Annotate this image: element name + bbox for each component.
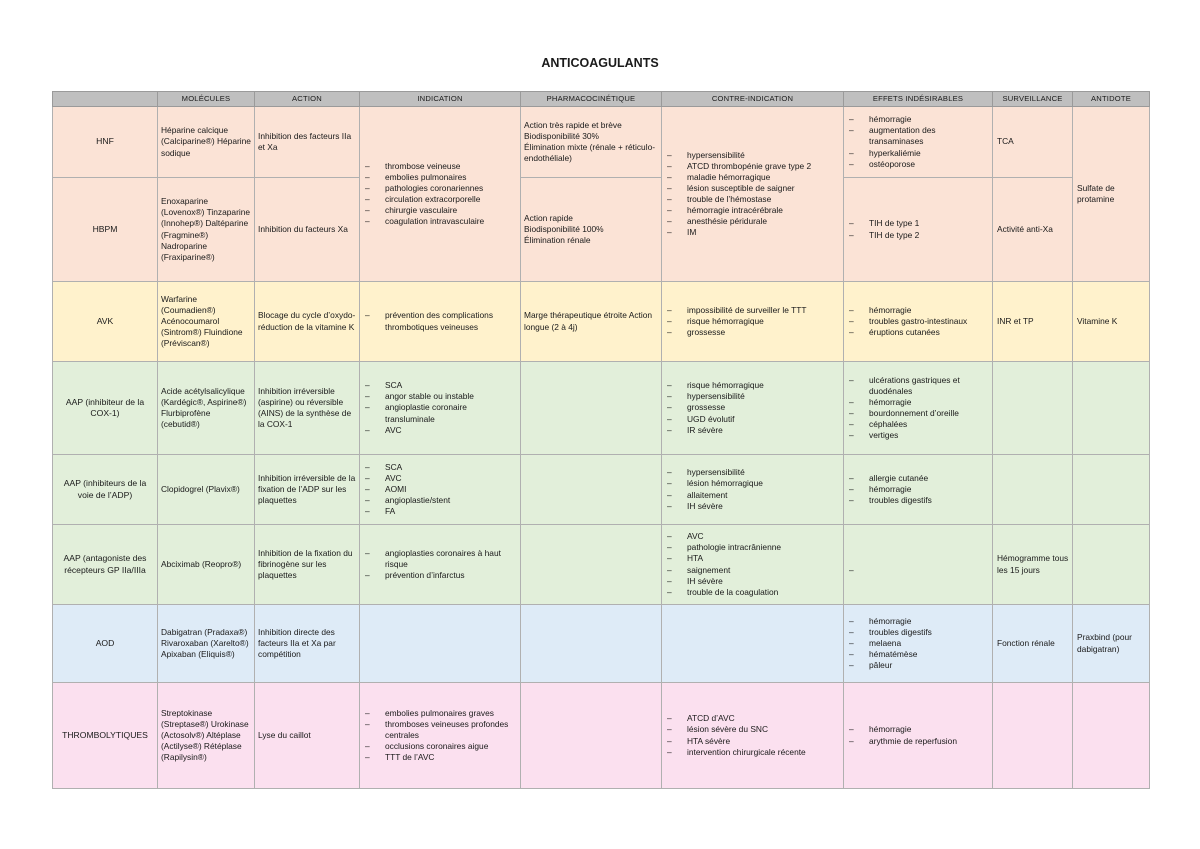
side-effects-cell <box>844 362 993 455</box>
contraindication-cell <box>662 455 844 525</box>
action-cell: Inhibition du facteurs Xa <box>255 178 360 282</box>
list-item: – hémorragie <box>847 305 989 316</box>
monitoring-cell <box>993 455 1073 525</box>
monitoring-cell: Hémogramme tous les 15 jours <box>993 525 1073 605</box>
monitoring-cell: Fonction rénale <box>993 605 1073 683</box>
list-item: – troubles digestifs <box>847 627 989 638</box>
list-item: – céphalées <box>847 419 989 430</box>
pharmaco-line: Élimination rénale <box>524 235 591 246</box>
contraindication-cell <box>662 605 844 683</box>
molecules-cell: Héparine calcique (Calciparine®) Héparine sodique <box>158 107 255 178</box>
list-item: – ulcérations gastriques et duodénales <box>847 375 989 397</box>
antidote-cell <box>1073 525 1150 605</box>
table-row <box>53 683 1150 789</box>
list-item: – trouble de l’hémostase <box>665 194 840 205</box>
monitoring-cell <box>993 362 1073 455</box>
list-item: – pathologies coronariennes <box>363 183 517 194</box>
table-row <box>53 605 1150 683</box>
list-item: – grossesse <box>665 402 840 413</box>
list-item: – lésion sévère du SNC <box>665 724 840 735</box>
list-item: – hématémèse <box>847 649 989 660</box>
side-effects-cell <box>844 525 993 605</box>
indication-cell-list <box>363 548 517 581</box>
pharmaco-line: Action très rapide et brève <box>524 119 622 130</box>
contraindication-cell <box>662 362 844 455</box>
list-item: – grossesse <box>665 327 840 338</box>
action-cell: Inhibition des facteurs IIa et Xa <box>255 107 360 178</box>
action-cell: Inhibition directe des facteurs IIa et Xa par compétition <box>255 605 360 683</box>
molecules-cell: Abciximab (Reopro®) <box>158 525 255 605</box>
list-item: – TIH de type 2 <box>847 230 989 241</box>
pharmaco-line: Biodisponibilité 100% <box>524 223 604 234</box>
list-item: – lésion hémorragique <box>665 478 840 489</box>
molecules-cell: Enoxaparine (Lovenox®) Tinzaparine (Innohep®) Daltéparine (Fragmine®) Nadroparine (Fraxiparine®) <box>158 178 255 282</box>
list-item: – FA <box>363 506 517 517</box>
anticoagulant-table <box>52 91 1150 789</box>
list-item: – angioplasties coronaires à haut risque <box>363 548 517 570</box>
list-item: – angioplastie coronaire transluminale <box>363 402 517 424</box>
list-item: – trouble de la coagulation <box>665 587 840 598</box>
indication-cell-list <box>363 708 517 763</box>
list-item: – impossibilité de surveiller le TTT <box>665 305 840 316</box>
indication-cell-list <box>363 462 517 517</box>
table-row <box>53 282 1150 362</box>
action-cell: Lyse du caillot <box>255 683 360 789</box>
pharmacokinetics-cell: Marge thérapeutique étroite Action longue (2 à 4j) <box>521 282 662 362</box>
contraindication-cell <box>662 683 844 789</box>
side-effects-cell <box>844 107 993 178</box>
contraindication-cell-list <box>665 305 840 338</box>
header-row <box>53 92 1150 107</box>
molecules-cell: Acide acétylsalicylique (Kardégic®, Aspirine®) Flurbiprofène (cebutid®) <box>158 362 255 455</box>
indication-cell-list <box>363 161 517 228</box>
list-item: – circulation extracorporelle <box>363 194 517 205</box>
list-item: – risque hémorragique <box>665 316 840 327</box>
row-name: HNF <box>53 107 158 178</box>
pharmacokinetics-cell <box>521 362 662 455</box>
table-row <box>53 107 1150 178</box>
list-item: – allergie cutanée <box>847 473 989 484</box>
list-item: – AVC <box>363 473 517 484</box>
list-item: – hémorragie intracérébrale <box>665 205 840 216</box>
contraindication-cell-list <box>665 713 840 757</box>
list-item: – hémorragie <box>847 114 989 125</box>
list-item: – IH sévère <box>665 501 840 512</box>
antidote-cell: Praxbind (pour dabigatran) <box>1073 605 1150 683</box>
list-item: – melaena <box>847 638 989 649</box>
antidote-cell: Sulfate de protamine <box>1073 107 1150 282</box>
list-item: – SCA <box>363 380 517 391</box>
list-item: – hémorragie <box>847 484 989 495</box>
monitoring-cell <box>993 683 1073 789</box>
pharmacokinetics-cell <box>521 525 662 605</box>
list-item: – augmentation des transaminases <box>847 125 989 147</box>
header-cell: ANTIDOTE <box>1073 92 1150 107</box>
antidote-cell <box>1073 362 1150 455</box>
molecules-cell: Clopidogrel (Plavix®) <box>158 455 255 525</box>
header-cell: INDICATION <box>360 92 521 107</box>
header-cell: SURVEILLANCE <box>993 92 1073 107</box>
header-cell <box>53 92 158 107</box>
indication-cell <box>360 605 521 683</box>
row-name: AAP (inhibiteurs de la voie de l’ADP) <box>53 455 158 525</box>
list-item: – chirurgie vasculaire <box>363 205 517 216</box>
indication-cell <box>360 525 521 605</box>
monitoring-cell: TCA <box>993 107 1073 178</box>
row-name: AVK <box>53 282 158 362</box>
list-item: – ATCD d’AVC <box>665 713 840 724</box>
list-item: – embolies pulmonaires graves <box>363 708 517 719</box>
list-item: – éruptions cutanées <box>847 327 989 338</box>
contraindication-cell <box>662 282 844 362</box>
molecules-cell: Streptokinase (Streptase®) Urokinase (Actosolv®) Altéplase (Actilyse®) Rétéplase (Rapilysin®) <box>158 683 255 789</box>
molecules-cell: Warfarine (Coumadien®) Acénocoumarol (Sintrom®) Fluindione (Préviscan®) <box>158 282 255 362</box>
list-item: – maladie hémorragique <box>665 172 840 183</box>
list-item: – thrombose veineuse <box>363 161 517 172</box>
list-item: – IM <box>665 227 840 238</box>
list-item: – AOMI <box>363 484 517 495</box>
list-item: – HTA <box>665 553 840 564</box>
table-row <box>53 362 1150 455</box>
list-item: – intervention chirurgicale récente <box>665 747 840 758</box>
contraindication-cell <box>662 107 844 282</box>
table-row <box>53 455 1150 525</box>
list-item: – pathologie intracrânienne <box>665 542 840 553</box>
pharmacokinetics-cell <box>521 605 662 683</box>
side-effects-cell <box>844 282 993 362</box>
list-item: – risque hémorragique <box>665 380 840 391</box>
indication-cell <box>360 683 521 789</box>
list-item: – angioplastie/stent <box>363 495 517 506</box>
side-effects-cell <box>844 178 993 282</box>
contraindication-cell-list <box>665 150 840 239</box>
contraindication-cell-list <box>665 531 840 598</box>
list-item: – IR sévère <box>665 425 840 436</box>
list-item: – hyperkaliémie <box>847 148 989 159</box>
antidote-cell <box>1073 455 1150 525</box>
side-effects-cell <box>844 455 993 525</box>
list-item: – vertiges <box>847 430 989 441</box>
antidote-cell <box>1073 683 1150 789</box>
pharmaco-line: Biodisponibilité 30% <box>524 130 599 141</box>
list-item: – embolies pulmonaires <box>363 172 517 183</box>
list-item: – pâleur <box>847 660 989 671</box>
list-item: – SCA <box>363 462 517 473</box>
header-cell: CONTRE-INDICATION <box>662 92 844 107</box>
side-effects-cell-list <box>847 218 989 240</box>
side-effects-cell-list <box>847 473 989 506</box>
list-item: – anesthésie péridurale <box>665 216 840 227</box>
list-item: – hypersensibilité <box>665 467 840 478</box>
contraindication-cell <box>662 525 844 605</box>
list-item: – UGD évolutif <box>665 414 840 425</box>
header-cell: ACTION <box>255 92 360 107</box>
action-cell: Inhibition irréversible de la fixation de l’ADP sur les plaquettes <box>255 455 360 525</box>
action-cell: Inhibition irréversible (aspirine) ou réversible (AINS) de la synthèse de la COX-1 <box>255 362 360 455</box>
list-item: – prévention des complications thrombotiques veineuses <box>363 310 517 332</box>
header-cell: MOLÉCULES <box>158 92 255 107</box>
action-cell: Blocage du cycle d’oxydo-réduction de la vitamine K <box>255 282 360 362</box>
list-item: – coagulation intravasculaire <box>363 216 517 227</box>
molecules-cell: Dabigatran (Pradaxa®) Rivaroxaban (Xarelto®) Apixaban (Eliquis®) <box>158 605 255 683</box>
list-item: – AVC <box>665 531 840 542</box>
indication-cell-list <box>363 310 517 332</box>
list-item: – HTA sévère <box>665 736 840 747</box>
indication-cell <box>360 107 521 282</box>
side-effects-cell-list <box>847 616 989 671</box>
list-item: – ATCD thrombopénie grave type 2 <box>665 161 840 172</box>
table-row <box>53 178 1150 282</box>
indication-cell <box>360 455 521 525</box>
side-effects-cell-list <box>847 305 989 338</box>
list-item: – troubles digestifs <box>847 495 989 506</box>
list-item: – TIH de type 1 <box>847 218 989 229</box>
header-cell: EFFETS INDÉSIRABLES <box>844 92 993 107</box>
list-item: – ostéoporose <box>847 159 989 170</box>
antidote-cell: Vitamine K <box>1073 282 1150 362</box>
row-name: AAP (antagoniste des récepteurs GP IIa/IIIa <box>53 525 158 605</box>
list-item: – angor stable ou instable <box>363 391 517 402</box>
action-cell: Inhibition de la fixation du fibrinogène sur les plaquettes <box>255 525 360 605</box>
list-item: – saignement <box>665 565 840 576</box>
pharmaco-line: Élimination mixte (rénale + réticulo-endothéliale) <box>524 142 656 164</box>
contraindication-cell-list <box>665 380 840 435</box>
monitoring-cell: INR et TP <box>993 282 1073 362</box>
list-item: – IH sévère <box>665 576 840 587</box>
row-name: HBPM <box>53 178 158 282</box>
indication-cell-list <box>363 380 517 435</box>
pharmacokinetics-cell <box>521 683 662 789</box>
list-item: – TTT de l’AVC <box>363 752 517 763</box>
list-item: – occlusions coronaires aigue <box>363 741 517 752</box>
page-title: ANTICOAGULANTS <box>541 56 659 70</box>
row-name: AAP (inhibiteur de la COX-1) <box>53 362 158 455</box>
pharmacokinetics-cell <box>521 107 662 178</box>
list-item: – bourdonnement d’oreille <box>847 408 989 419</box>
list-item: – AVC <box>363 425 517 436</box>
list-item: – lésion susceptible de saigner <box>665 183 840 194</box>
list-item: – hypersensibilité <box>665 391 840 402</box>
contraindication-cell-list <box>665 467 840 511</box>
pharmacokinetics-cell <box>521 455 662 525</box>
side-effects-cell <box>844 605 993 683</box>
side-effects-cell-list <box>847 724 989 746</box>
list-item: – hémorragie <box>847 724 989 735</box>
indication-cell <box>360 282 521 362</box>
indication-cell <box>360 362 521 455</box>
header-cell: PHARMACOCINÉTIQUE <box>521 92 662 107</box>
list-item: – prévention d’infarctus <box>363 570 517 581</box>
list-item: – hémorragie <box>847 616 989 627</box>
row-name: AOD <box>53 605 158 683</box>
list-item: – allaitement <box>665 490 840 501</box>
table-row <box>53 525 1150 605</box>
list-item: – hypersensibilité <box>665 150 840 161</box>
list-item: – hémorragie <box>847 397 989 408</box>
row-name: THROMBOLYTIQUES <box>53 683 158 789</box>
list-item: – arythmie de reperfusion <box>847 736 989 747</box>
pharmacokinetics-cell <box>521 178 662 282</box>
side-effects-cell <box>844 683 993 789</box>
list-item: – troubles gastro-intestinaux <box>847 316 989 327</box>
monitoring-cell: Activité anti-Xa <box>993 178 1073 282</box>
side-effects-cell-list <box>847 114 989 169</box>
list-item: – thromboses veineuses profondes centrales <box>363 719 517 741</box>
side-effects-cell-list <box>847 375 989 442</box>
pharmaco-line: Action rapide <box>524 212 573 223</box>
